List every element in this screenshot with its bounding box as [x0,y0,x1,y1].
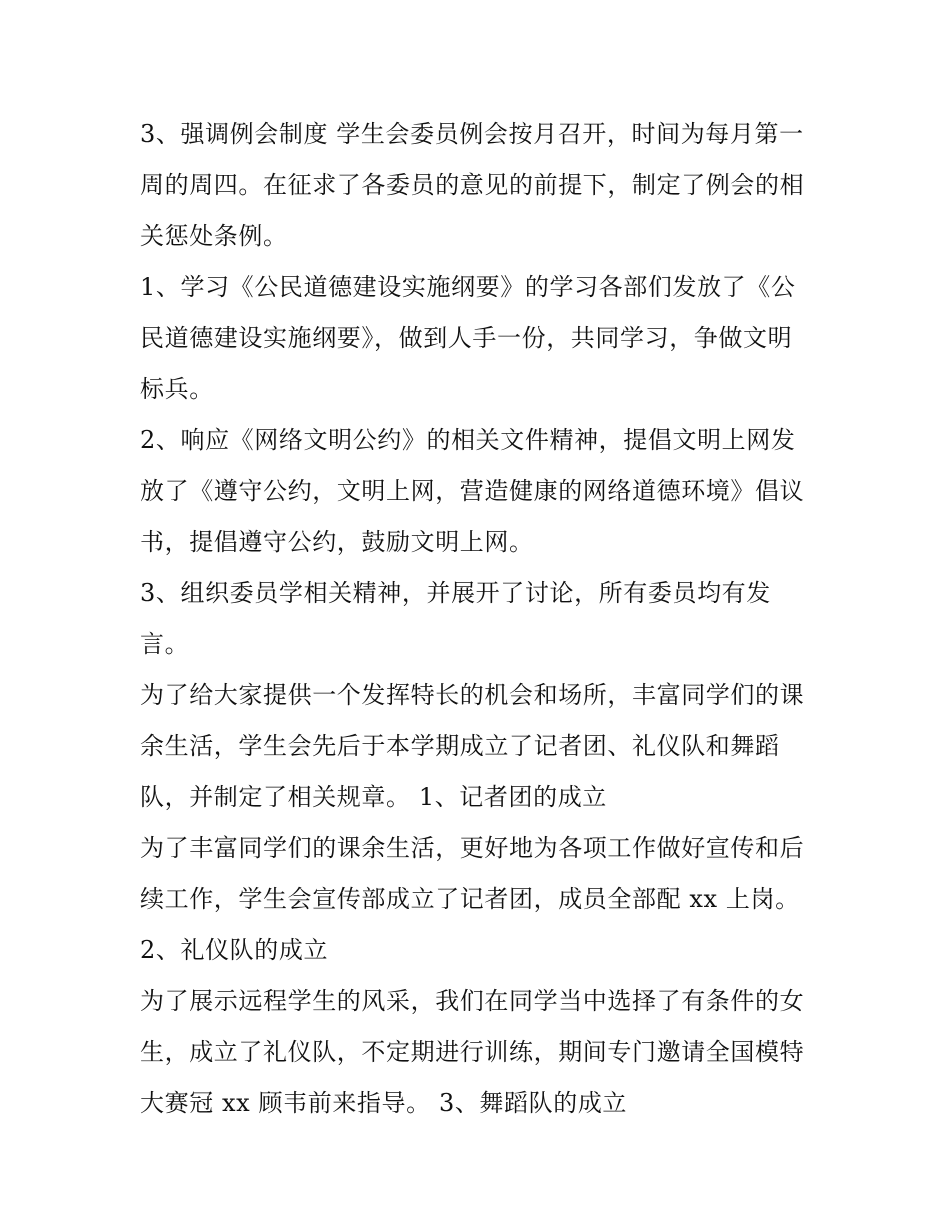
text-line: 关惩处条例。 [140,222,288,250]
text-line: 队，并制定了相关规章。 1、记者团的成立 [140,783,607,811]
text-line: 书，提倡遵守公约，鼓励文明上网。 [140,528,534,556]
text-line: 民道德建设实施纲要》，做到人手一份，共同学习，争做文明 [140,324,793,352]
text-line: 2、礼仪队的成立 [140,936,329,964]
text-line: 大赛冠 xx 顾韦前来指导。 3、舞蹈队的成立 [140,1089,628,1117]
text-line: 标兵。 [140,375,214,403]
text-line: 为了展示远程学生的风采，我们在同学当中选择了有条件的女 [140,987,805,1015]
text-line: 余生活，学生会先后于本学期成立了记者团、礼仪队和舞蹈 [140,732,780,760]
text-line: 为了给大家提供一个发挥特长的机会和场所，丰富同学们的课 [140,681,805,709]
text-line: 2、响应《网络文明公约》的相关文件精神，提倡文明上网发 [140,426,796,454]
text-line: 3、强调例会制度 学生会委员例会按月召开，时间为每月第一 [140,120,804,148]
text-line: 周的周四。在征求了各委员的意见的前提下，制定了例会的相 [140,171,805,199]
document-body [140,109,820,1129]
text-line: 生，成立了礼仪队，不定期进行训练，期间专门邀请全国模特 [140,1038,805,1066]
text-line: 3、组织委员学相关精神，并展开了讨论，所有委员均有发 [140,579,771,607]
text-line: 为了丰富同学们的课余生活，更好地为各项工作做好宣传和后 [140,834,805,862]
text-line: 续工作，学生会宣传部成立了记者团，成员全部配 xx 上岗。 [140,885,800,913]
text-line: 言。 [140,630,190,658]
text-line: 1、学习《公民道德建设实施纲要》的学习各部们发放了《公 [140,273,796,301]
text-line: 放了《遵守公约，文明上网，营造健康的网络道德环境》倡议 [140,477,805,505]
